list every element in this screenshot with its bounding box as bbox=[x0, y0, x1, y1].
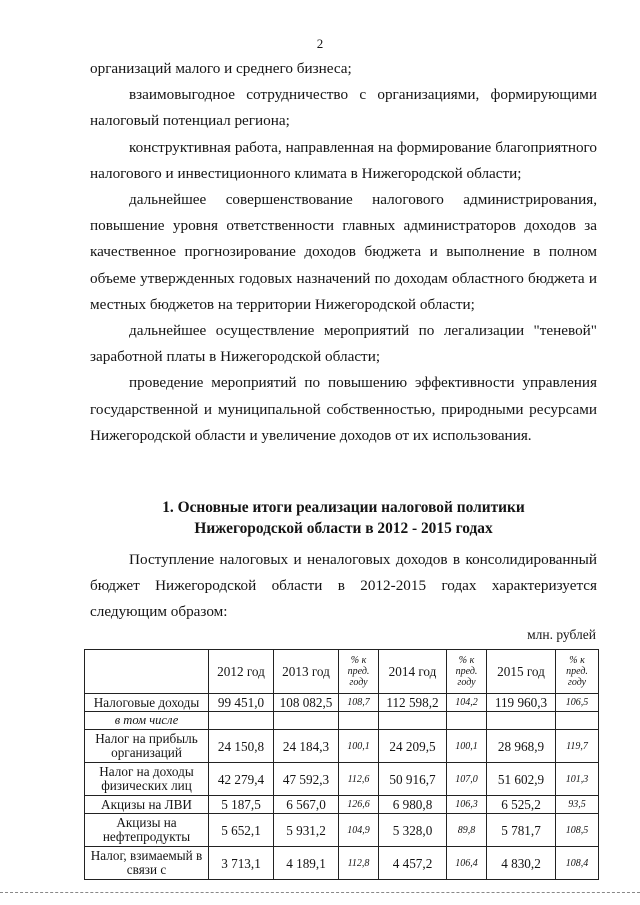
table-cell: 6 525,2 bbox=[487, 796, 556, 814]
paragraph: взаимовыгодное сотрудничество с организациями, формирующими налоговый потенциал региона; bbox=[90, 86, 597, 130]
table-cell bbox=[209, 712, 274, 730]
table-cell bbox=[274, 712, 339, 730]
table-cell: 112,8 bbox=[339, 847, 379, 880]
table-cell: 99 451,0 bbox=[209, 694, 274, 712]
table-row bbox=[85, 847, 599, 880]
paragraph: организаций малого и среднего бизнеса; bbox=[90, 60, 352, 77]
table-cell: 5 187,5 bbox=[209, 796, 274, 814]
table-cell: 24 184,3 bbox=[274, 730, 339, 763]
page-number: 2 bbox=[316, 36, 324, 51]
column-header: 2015 год bbox=[487, 650, 556, 694]
table-cell: 5 328,0 bbox=[379, 814, 447, 847]
table-cell: 106,4 bbox=[447, 847, 487, 880]
table-cell: 5 652,1 bbox=[209, 814, 274, 847]
column-header bbox=[85, 650, 209, 694]
table-cell: 106,5 bbox=[556, 694, 599, 712]
table-cell: 119,7 bbox=[556, 730, 599, 763]
paragraph: дальнейшее осуществление мероприятий по легализации "теневой" заработной платы в Нижегородской области; bbox=[90, 322, 597, 366]
table-row bbox=[85, 763, 599, 796]
table-row bbox=[85, 814, 599, 847]
row-label: в том числе bbox=[85, 712, 209, 730]
table-cell: 47 592,3 bbox=[274, 763, 339, 796]
table-cell: 108,5 bbox=[556, 814, 599, 847]
row-label: Налог на доходы физических лиц bbox=[85, 763, 209, 796]
table-cell: 6 567,0 bbox=[274, 796, 339, 814]
row-label: Акцизы на нефтепродукты bbox=[85, 814, 209, 847]
table-cell: 104,2 bbox=[447, 694, 487, 712]
table-cell: 3 713,1 bbox=[209, 847, 274, 880]
table-row bbox=[85, 796, 599, 814]
table-cell: 107,0 bbox=[447, 763, 487, 796]
table-cell: 4 457,2 bbox=[379, 847, 447, 880]
table-row bbox=[85, 694, 599, 712]
table-cell: 100,1 bbox=[447, 730, 487, 763]
table-cell bbox=[556, 712, 599, 730]
intro-paragraph: Поступление налоговых и неналоговых доходов в консолидированный бюджет Нижегородской области в 2012-2015 годах характеризуется следующим образом: bbox=[90, 551, 597, 621]
table-cell: 108,7 bbox=[339, 694, 379, 712]
table-cell: 93,5 bbox=[556, 796, 599, 814]
table-cell: 112 598,2 bbox=[379, 694, 447, 712]
row-label: Налог на прибыль организаций bbox=[85, 730, 209, 763]
row-label: Налоговые доходы bbox=[85, 694, 209, 712]
table-cell: 104,9 bbox=[339, 814, 379, 847]
paragraph: дальнейшее совершенствование налогового администрирования, повышение уровня ответственности главных администраторов доходов за качественное прогнозирование доходов бюджета и выполнение в полном объеме утвержденных годовых назначений по доходам областного бюджета и местных бюджетов на территории Нижегородской области; bbox=[90, 191, 597, 313]
column-header: 2012 год bbox=[209, 650, 274, 694]
table-row bbox=[85, 730, 599, 763]
table-cell: 5 781,7 bbox=[487, 814, 556, 847]
table-cell: 101,3 bbox=[556, 763, 599, 796]
section-title-line-1: 1. Основные итоги реализации налоговой политики bbox=[162, 499, 525, 516]
column-header: 2013 год bbox=[274, 650, 339, 694]
body-text bbox=[90, 56, 597, 449]
column-header: 2014 год bbox=[379, 650, 447, 694]
table-cell: 6 980,8 bbox=[379, 796, 447, 814]
table-cell: 42 279,4 bbox=[209, 763, 274, 796]
row-label: Налог, взимаемый в связи с bbox=[85, 847, 209, 880]
section-heading bbox=[90, 497, 597, 539]
table-cell: 119 960,3 bbox=[487, 694, 556, 712]
table-header-row bbox=[85, 650, 599, 694]
table-cell: 4 830,2 bbox=[487, 847, 556, 880]
units-label: млн. рублей bbox=[527, 627, 596, 642]
table-cell: 5 931,2 bbox=[274, 814, 339, 847]
page-bottom-edge bbox=[0, 892, 640, 893]
paragraph: конструктивная работа, направленная на формирование благоприятного налогового и инвестиционного климата в Нижегородской области; bbox=[90, 138, 597, 182]
table-cell: 28 968,9 bbox=[487, 730, 556, 763]
table-cell: 108 082,5 bbox=[274, 694, 339, 712]
table-cell: 126,6 bbox=[339, 796, 379, 814]
table-cell: 106,3 bbox=[447, 796, 487, 814]
column-header: % к пред. году bbox=[447, 650, 487, 694]
table-cell: 108,4 bbox=[556, 847, 599, 880]
table-cell: 24 209,5 bbox=[379, 730, 447, 763]
table-cell: 50 916,7 bbox=[379, 763, 447, 796]
paragraph: проведение мероприятий по повышению эффективности управления государственной и муниципальной собственностью, природными ресурсами Нижегородской области и увеличение доходов от их использования. bbox=[90, 374, 597, 444]
table-cell: 89,8 bbox=[447, 814, 487, 847]
table-cell bbox=[339, 712, 379, 730]
section-intro bbox=[90, 547, 597, 626]
table-cell bbox=[447, 712, 487, 730]
table-cell bbox=[487, 712, 556, 730]
table-cell: 24 150,8 bbox=[209, 730, 274, 763]
table-cell bbox=[379, 712, 447, 730]
column-header: % к пред. году bbox=[556, 650, 599, 694]
row-label: Акцизы на ЛВИ bbox=[85, 796, 209, 814]
table-cell: 4 189,1 bbox=[274, 847, 339, 880]
table-cell: 112,6 bbox=[339, 763, 379, 796]
revenue-table bbox=[84, 649, 599, 880]
table-row bbox=[85, 712, 599, 730]
section-title-line-2: Нижегородской области в 2012 - 2015 годах bbox=[194, 520, 493, 537]
table-cell: 51 602,9 bbox=[487, 763, 556, 796]
column-header: % к пред. году bbox=[339, 650, 379, 694]
table-cell: 100,1 bbox=[339, 730, 379, 763]
